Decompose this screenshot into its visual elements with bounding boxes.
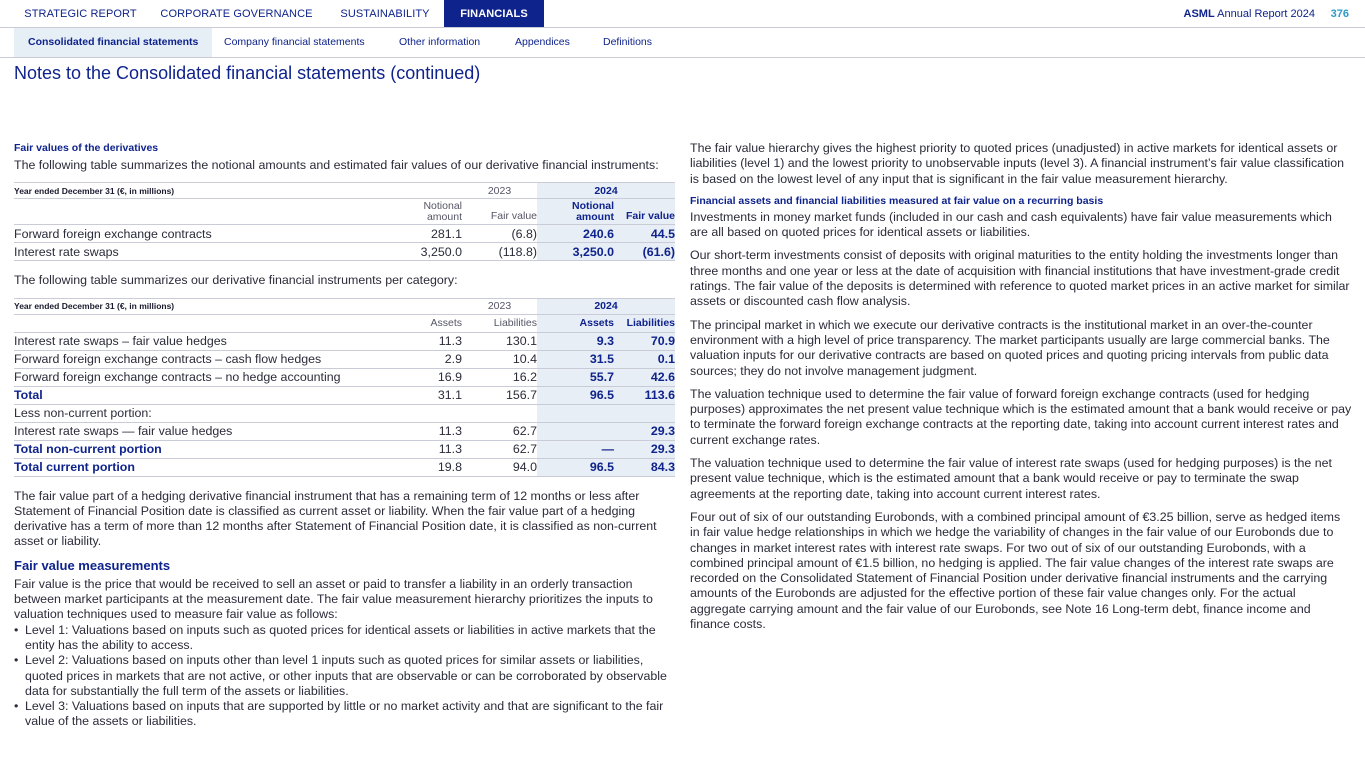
brand-report-title: Annual Report 2024 — [1214, 8, 1315, 20]
year-2024: 2024 — [537, 298, 675, 314]
table-row — [14, 422, 675, 440]
short-term-investments-paragraph: Our short-term investments consist of deposits with original maturities to the entity holding the investments longer than three months and one year or less at the date of acquisition with financial institutions that have investment-grade credit ratings. The fair value of the deposits is determined with reference to quoted market prices in an active market for similar assets or discounted cash flow analysis. — [690, 248, 1350, 309]
cell: 42.6 — [614, 368, 675, 386]
subnav-company-financial-statements[interactable]: Company financial statements — [224, 36, 365, 48]
cell: 31.1 — [387, 386, 462, 404]
cell: 29.3 — [614, 422, 675, 440]
cell: 55.7 — [537, 368, 614, 386]
col-assets-2023: Assets — [387, 314, 462, 332]
row-label: Less non-current portion: — [14, 404, 387, 422]
left-column — [14, 142, 675, 730]
year-2023: 2023 — [387, 183, 537, 199]
list-item: • Level 1: Valuations based on inputs such as quoted prices for identical assets or liabilities in active markets that the entity has the ability to access. — [14, 623, 675, 654]
cell: (61.6) — [614, 243, 675, 261]
cell — [537, 422, 614, 440]
cell: (6.8) — [462, 225, 537, 243]
principal-market-paragraph: The principal market in which we execute our derivative contracts is the institutional market in an over-the-counter environment with a high level of price transparency. The market participants usually are large commercial banks. The valuation inputs for our derivative contracts are based on quoted prices and quoting pricing intervals from public data sources; they do not involve management judgment. — [690, 317, 1330, 378]
table-caption: Year ended December 31 (€, in millions) — [14, 298, 387, 314]
cell: 70.9 — [614, 332, 675, 350]
col-liabilities-2023: Liabilities — [462, 314, 537, 332]
cell: 94.0 — [462, 458, 537, 476]
cell: 16.2 — [462, 368, 537, 386]
table-row — [14, 404, 675, 422]
table-row — [14, 225, 675, 243]
levels-list — [14, 623, 675, 730]
row-label: Total — [14, 386, 387, 404]
cell: 11.3 — [387, 440, 462, 458]
subnav-consolidated-financial-statements[interactable]: Consolidated financial statements — [14, 28, 212, 57]
cell: 2.9 — [387, 350, 462, 368]
cell: 130.1 — [462, 332, 537, 350]
cell: 3,250.0 — [387, 243, 462, 261]
cell: 0.1 — [614, 350, 675, 368]
row-label: Forward foreign exchange contracts – cash flow hedges — [14, 350, 387, 368]
tab-strategic-report[interactable]: STRATEGIC REPORT — [24, 8, 137, 20]
fair-value-measurements-heading: Fair value measurements — [14, 557, 171, 573]
right-column — [690, 141, 1352, 632]
cell: — — [537, 440, 614, 458]
cell: 281.1 — [387, 225, 462, 243]
row-label: Interest rate swaps — fair value hedges — [14, 422, 387, 440]
cell: 96.5 — [537, 458, 614, 476]
table-row — [14, 332, 675, 350]
cell: 3,250.0 — [537, 243, 614, 261]
top-navigation — [0, 0, 1365, 28]
table-header-row — [14, 314, 675, 332]
row-label: Interest rate swaps — [14, 243, 387, 261]
tab-corporate-governance[interactable]: CORPORATE GOVERNANCE — [160, 8, 313, 20]
table-header-row — [14, 199, 675, 225]
table-row — [14, 368, 675, 386]
col-fair-value-2023: Fair value — [462, 199, 537, 225]
cell: 9.3 — [537, 332, 614, 350]
col-notional-2023: Notional amount — [387, 199, 462, 225]
cell: 240.6 — [537, 225, 614, 243]
list-item: • Level 3: Valuations based on inputs that are supported by little or no market activity and that are significant to the fair value of the assets or liabilities. — [14, 699, 675, 730]
page-number: 376 — [1330, 8, 1349, 20]
page-title: Notes to the Consolidated financial statements (continued) — [14, 63, 481, 83]
cell: 96.5 — [537, 386, 614, 404]
list-item: • Level 2: Valuations based on inputs other than level 1 inputs such as quoted prices for similar assets or liabilities, quoted prices in markets that are not active, or other inputs that are observable or can be corroborated by observable data for substantially the full term of the assets or liabilities. — [14, 653, 675, 699]
cell: 11.3 — [387, 422, 462, 440]
derivatives-intro: The following table summarizes the notional amounts and estimated fair values of our derivative financial instruments: — [14, 158, 659, 172]
recurring-basis-heading: Financial assets and financial liabilities measured at fair value on a recurring basis — [690, 194, 1104, 207]
report-brand[interactable] — [1184, 0, 1315, 28]
cell: 31.5 — [537, 350, 614, 368]
cell: 19.8 — [387, 458, 462, 476]
cell: 62.7 — [462, 422, 537, 440]
row-label: Interest rate swaps – fair value hedges — [14, 332, 387, 350]
cell — [387, 404, 462, 422]
cell: 16.9 — [387, 368, 462, 386]
cell: 113.6 — [614, 386, 675, 404]
tab-financials[interactable]: FINANCIALS — [444, 0, 544, 27]
cell: (118.8) — [462, 243, 537, 261]
subnav-appendices[interactable]: Appendices — [515, 36, 570, 48]
row-label: Total current portion — [14, 458, 387, 476]
col-fair-value-2024: Fair value — [614, 199, 675, 225]
category-table — [14, 298, 675, 477]
notional-fair-value-table — [14, 182, 675, 261]
hedging-paragraph: The fair value part of a hedging derivative financial instrument that has a remaining term of 12 months or less after Statement of Financial Position date is classified as current asset or liability. When the fair value part of a hedging derivative has a term of more than 12 months after Statement of Financial Position date, it is classified as non-current asset or liability. — [14, 488, 657, 549]
swap-valuation-paragraph: The valuation technique used to determine the fair value of interest rate swaps (used for hedging purposes) is the net present value technique, which is the estimated amount that a bank would receive or pay to terminate the swap agreements at the reporting date, taking into account current interest rates. — [690, 456, 1332, 501]
tab-sustainability[interactable]: SUSTAINABILITY — [340, 8, 430, 20]
cell: 11.3 — [387, 332, 462, 350]
table-caption: Year ended December 31 (€, in millions) — [14, 183, 387, 199]
subnav-other-information[interactable]: Other information — [399, 36, 481, 48]
cell: 156.7 — [462, 386, 537, 404]
fair-value-measurements-paragraph: Fair value is the price that would be received to sell an asset or paid to transfer a liability in an orderly transaction between market participants at the measurement date. The fair value measurement hierarchy prioritizes the inputs to valuation techniques used to measure fair value as follows: — [14, 576, 653, 622]
cell: 10.4 — [462, 350, 537, 368]
col-liabilities-2024: Liabilities — [614, 314, 675, 332]
fx-valuation-paragraph: The valuation technique used to determine the fair value of forward foreign exchange contracts (used for hedging purposes) approximates the net present value technique which is the estimated amount that a bank would receive or pay to terminate the forward foreign exchange contracts at the reporting date, taking into account current interest rates and current exchange rates. — [690, 386, 1352, 447]
category-intro: The following table summarizes our derivative financial instruments per category: — [14, 273, 458, 288]
hierarchy-paragraph: The fair value hierarchy gives the highest priority to quoted prices (unadjusted) in active markets for identical assets or liabilities (level 1) and the lowest priority to unobservable inputs (level 3). A financial instrument’s fair value classification is based on the lowest level of any input that is significant in the fair value measurement hierarchy. — [690, 141, 1345, 186]
cell — [537, 404, 614, 422]
subnav-definitions[interactable]: Definitions — [603, 36, 653, 48]
cell: 84.3 — [614, 458, 675, 476]
derivatives-heading: Fair values of the derivatives — [14, 142, 159, 154]
cell: 62.7 — [462, 440, 537, 458]
table-row-total — [14, 458, 675, 476]
row-label: Total non-current portion — [14, 440, 387, 458]
col-notional-2024: Notional amount — [537, 199, 614, 225]
sub-navigation — [0, 28, 1365, 58]
year-2023: 2023 — [387, 298, 537, 314]
col-assets-2024: Assets — [537, 314, 614, 332]
cell: 29.3 — [614, 440, 675, 458]
cell: 44.5 — [614, 225, 675, 243]
table-year-row — [14, 298, 675, 314]
row-label: Forward foreign exchange contracts — [14, 225, 387, 243]
row-label: Forward foreign exchange contracts – no hedge accounting — [14, 368, 387, 386]
cell — [614, 404, 675, 422]
table-row-total — [14, 386, 675, 404]
table-year-row — [14, 183, 675, 199]
cell — [462, 404, 537, 422]
table-row — [14, 243, 675, 261]
table-row — [14, 350, 675, 368]
year-2024: 2024 — [537, 183, 675, 199]
eurobonds-paragraph: Four out of six of our outstanding Eurobonds, with a combined principal amount of €3.25 billion, serve as hedged items in fair value hedge relationships in which we hedge the variability of changes in the fair value of our Eurobonds due to changes in market interest rates with interest rate swaps. For two out of six of our outstanding Eurobonds, with a combined principal amount of €1.5 billion, no hedging is applied. The fair value changes of the interest rate swaps are recorded on the Consolidated Statement of Financial Position under derivative financial instruments and the carrying amounts of the Eurobonds are adjusted for the effective portion of these fair value changes only. For the actual aggregate carrying amount and the fair value of our Eurobonds, see Note 16 Long-term debt, finance income and finance costs. — [690, 509, 1341, 632]
brand-name: ASML — [1183, 8, 1215, 20]
table-row-total — [14, 440, 675, 458]
money-market-paragraph: Investments in money market funds (included in our cash and cash equivalents) have fair value measurements which are all based on quoted prices for identical assets or liabilities. — [690, 209, 1332, 240]
